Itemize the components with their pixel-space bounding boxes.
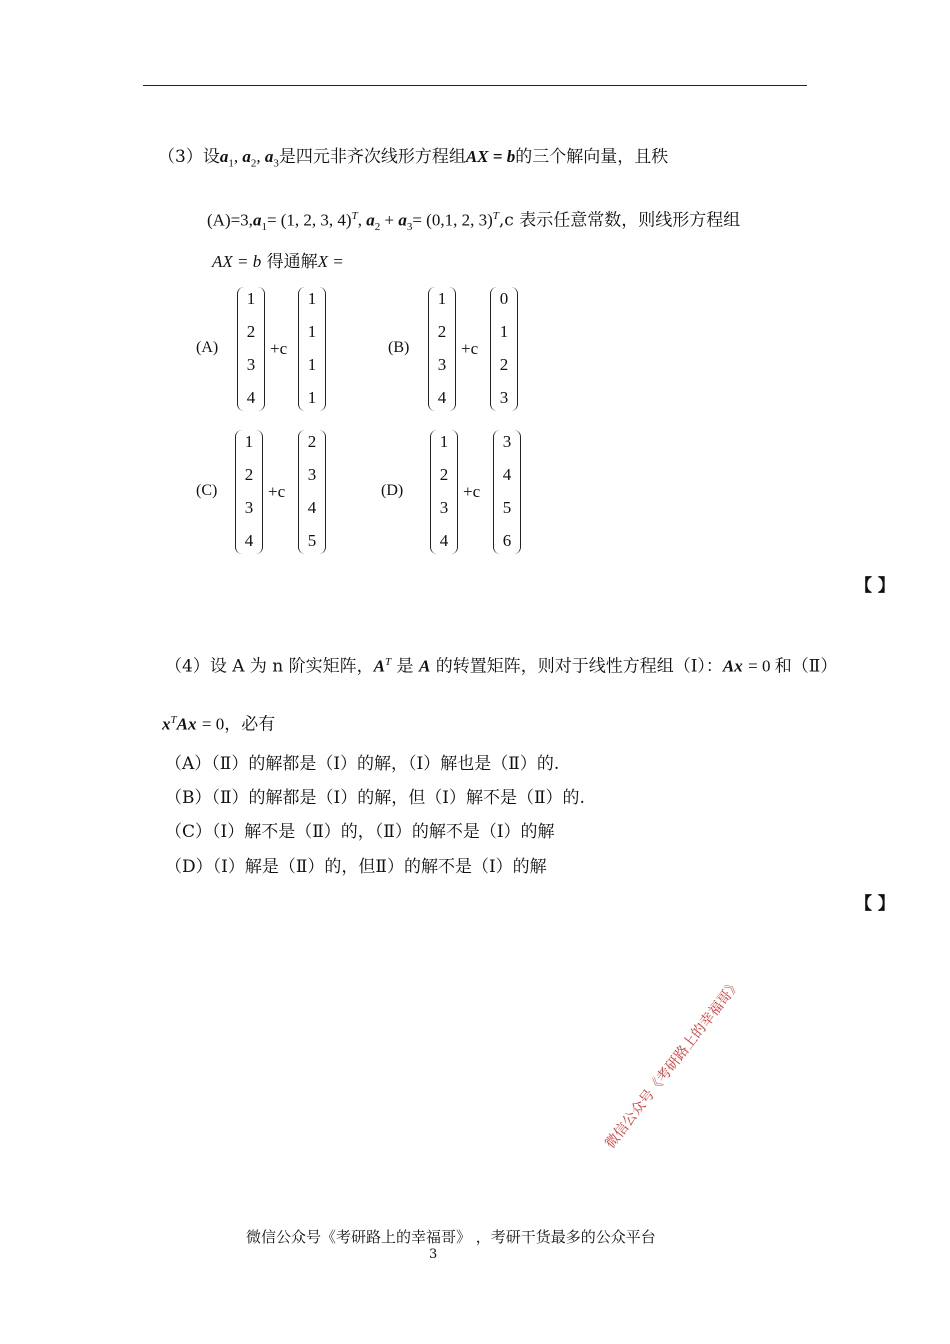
vector-entry: 4 [437, 388, 447, 407]
vector-entry: 1 [307, 322, 317, 341]
q3-line-3: AX = b 得通解X = [212, 252, 344, 272]
vector-entry: 2 [499, 355, 509, 374]
q3-line-1: （3）设$a_1$, $a_2$, $a_3$是四元非齐次线形方程组AX = b的三个解向量，且秩 [158, 147, 669, 170]
vector-entry: 3 [437, 355, 447, 374]
q3-option-a-label: (A) [196, 339, 219, 356]
vector-entry: 2 [246, 322, 256, 341]
watermark-stamp: 微信公众号《考研路上的幸福哥》 [602, 976, 745, 1152]
vector-entry: 4 [439, 531, 449, 550]
vector-entry: 2 [244, 465, 254, 484]
vector-entry: 4 [307, 498, 317, 517]
q3-option-c-label: (C) [196, 482, 218, 499]
q3-option-b-vector-2 [490, 287, 518, 411]
q3-option-b-label: (B) [388, 339, 410, 356]
vector-entry: 1 [246, 289, 256, 308]
vector-entry: 3 [502, 432, 512, 451]
vector-entry: 3 [307, 465, 317, 484]
vector-entry: 1 [439, 432, 449, 451]
q4-option-b: （B）（Ⅱ）的解都是（Ⅰ）的解，但（Ⅰ）解不是（Ⅱ）的. [165, 788, 585, 808]
plus-c: +c [268, 482, 286, 501]
vector-entry: 1 [307, 388, 317, 407]
vector-entry: 3 [244, 498, 254, 517]
page-number: 3 [429, 1247, 438, 1262]
q4-option-d: （D）（Ⅰ）解是（Ⅱ）的，但Ⅱ）的解不是（Ⅰ）的解 [165, 857, 547, 877]
vector-entry: 0 [499, 289, 509, 308]
q3-answer-bracket[interactable]: 【 】 [855, 576, 895, 596]
vector-entry: 1 [244, 432, 254, 451]
q4-answer-bracket[interactable]: 【 】 [855, 894, 895, 914]
vector-entry: 1 [307, 289, 317, 308]
vector-entry: 4 [244, 531, 254, 550]
vector-entry: 2 [437, 322, 447, 341]
vector-entry: 5 [502, 498, 512, 517]
q4-line-1: （4）设 A 为 n 阶实矩阵，$A^T$ 是 A 的转置矩阵，则对于线性方程组（Ⅰ）：Ax = 0 和（Ⅱ） [165, 656, 838, 677]
q3-option-d-vector-1 [430, 430, 458, 554]
vector-entry: 2 [439, 465, 449, 484]
vector-entry: 4 [246, 388, 256, 407]
q4-line-2: $x^TAx = 0$，必有 [162, 714, 276, 734]
q3-option-a-vector-1 [237, 287, 265, 411]
header-rule [143, 85, 807, 86]
vector-entry: 3 [439, 498, 449, 517]
q3-option-c-vector-2 [298, 430, 326, 554]
vector-entry: 3 [499, 388, 509, 407]
q3-option-a-vector-2 [298, 287, 326, 411]
vector-entry: 1 [307, 355, 317, 374]
vector-entry: 5 [307, 531, 317, 550]
vector-entry: 1 [499, 322, 509, 341]
vector-entry: 6 [502, 531, 512, 550]
plus-c: +c [270, 339, 288, 358]
q3-option-d-label: (D) [381, 482, 404, 499]
q3-option-c-vector-1 [235, 430, 263, 554]
q4-option-a: （A）（Ⅱ）的解都是（Ⅰ）的解，（Ⅰ）解也是（Ⅱ）的. [165, 754, 560, 774]
vector-entry: 1 [437, 289, 447, 308]
q3-option-b-vector-1 [428, 287, 456, 411]
q3-option-d-vector-2 [493, 430, 521, 554]
plus-c: +c [463, 482, 481, 501]
q4-option-c: （C）（Ⅰ）解不是（Ⅱ）的，（Ⅱ）的解不是（Ⅰ）的解 [165, 822, 555, 842]
vector-entry: 4 [502, 465, 512, 484]
q3-equation: AX = b [465, 147, 516, 166]
q3-line-2: $(A)=3,a_1= (1$, 2, 3, 4)$^T$, $a_2 + a_3= (0,1$, 2, 3)$^T$,c 表示任意常数，则线形方程组 [207, 210, 741, 234]
plus-c: +c [461, 339, 479, 358]
vector-entry: 3 [246, 355, 256, 374]
footer-text: 微信公众号《考研路上的幸福哥》 ，考研干货最多的公众平台 [246, 1228, 656, 1246]
vector-entry: 2 [307, 432, 317, 451]
